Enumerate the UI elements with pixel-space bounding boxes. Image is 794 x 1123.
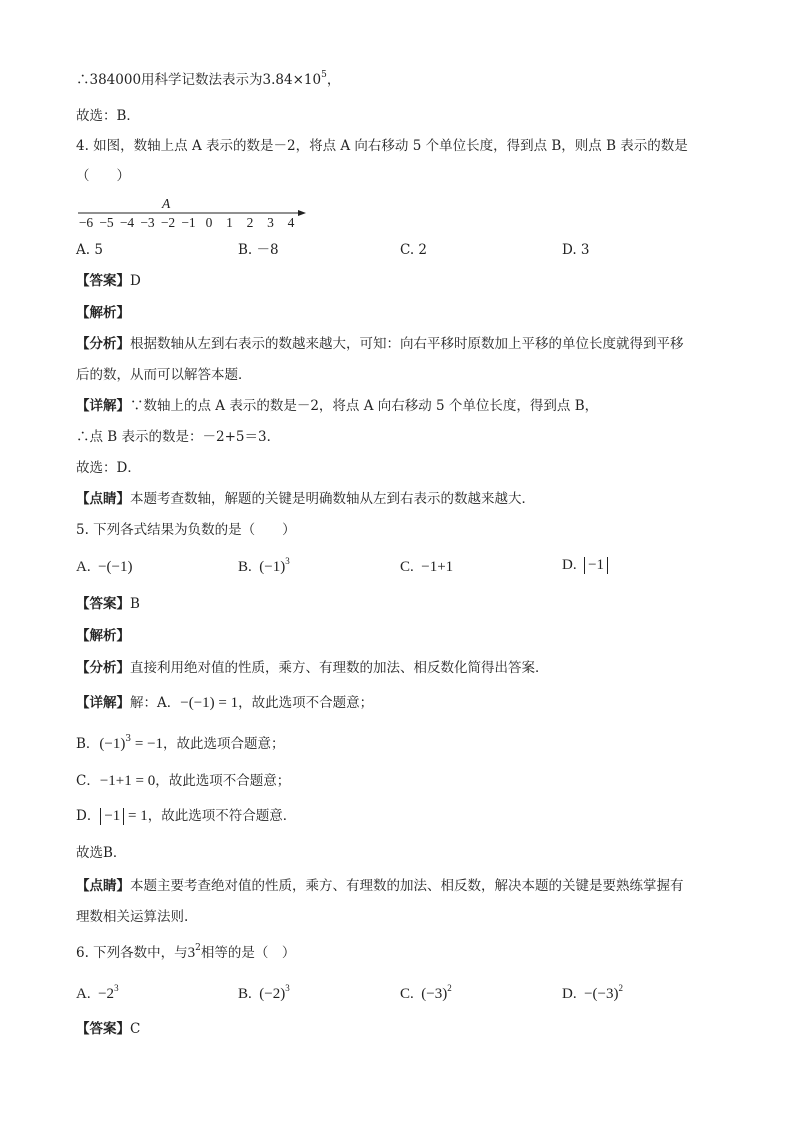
q5-answer: 【答案】B (76, 596, 140, 612)
q4-dianjing: 【点睛】本题考查数轴，解题的关键是明确数轴从左到右表示的数越来越大． (76, 491, 535, 507)
q4-option-c: C. 2 (400, 242, 428, 258)
q6-option-a: A. $-2^3$ (76, 983, 119, 1002)
q5-option-d: D. −1 (562, 556, 608, 574)
number-line-arrow (298, 210, 306, 216)
q5-dianjing-cont: 理数相关运算法则. (76, 909, 189, 925)
tick-label: 2 (246, 215, 254, 230)
q4-fenxi-cont: 后的数，从而可以解答本题． (76, 367, 252, 383)
tick-label: 0 (205, 215, 213, 230)
q6-option-c: C. $(-3)^2$ (400, 983, 452, 1002)
q5-xiangjie-c: C．−1+1 = 0，故此选项不合题意； (76, 773, 291, 789)
q4-analysis-heading: 【解析】 (76, 305, 130, 321)
tick-label: 1 (226, 215, 233, 230)
q5-analysis-heading: 【解析】 (76, 628, 130, 644)
q4-xiangjie-cont: ∴点 B 表示的数是：－2+5＝3． (76, 429, 281, 445)
q3-choose: 故选：B． (76, 108, 140, 124)
tick-label: 4 (287, 215, 295, 230)
q4-option-b: B. －8 (238, 242, 279, 258)
tick-label: −4 (119, 215, 135, 230)
q4-answer: 【答案】D (76, 273, 141, 289)
q6-stem: 6. 下列各数中，与$3^2$相等的是（ ） (76, 943, 296, 961)
q4-stem: 4. 如图，数轴上点 A 表示的数是－2，将点 A 向右移动 5 个单位长度，得到点 B，则点 B 表示的数是 (76, 138, 688, 154)
q5-option-a: A. −(−1) (76, 559, 133, 575)
q4-fenxi: 【分析】根据数轴从左到右表示的数越来越大，可知：向右平移时原数加上平移的单位长度就得到平移 (76, 336, 684, 352)
q5-stem: 5. 下列各式结果为负数的是（ ） (76, 522, 296, 538)
q5-choose: 故选B． (76, 845, 127, 861)
tick-label: −6 (78, 215, 94, 230)
tick-label: 3 (267, 215, 274, 230)
number-line-figure (76, 196, 316, 236)
q5-option-c: C. −1+1 (400, 559, 454, 575)
q5-xiangjie-a: 【详解】解：A．−(−1) = 1，故此选项不合题意； (76, 695, 374, 711)
q5-option-b: B. $(-1)^3$ (238, 556, 290, 575)
q5-xiangjie-d: D． −1 = 1，故此选项不符合题意． (76, 808, 297, 824)
q4-option-a: A. 5 (76, 242, 103, 258)
tick-label: −5 (99, 215, 114, 230)
q6-answer: 【答案】C (76, 1021, 141, 1037)
q5-dianjing: 【点睛】本题主要考查绝对值的性质，乘方、有理数的加法、相反数，解决本题的关键是要熟练掌握有 (76, 878, 684, 894)
q4-option-d: D. 3 (562, 242, 590, 258)
tick-label: −2 (160, 215, 176, 230)
q4-choose: 故选：D． (76, 460, 141, 476)
q4-stem-bracket: （ ） (76, 168, 130, 184)
point-a-label: A (162, 196, 171, 211)
q5-fenxi: 【分析】直接利用绝对值的性质，乘方、有理数的加法、相反数化简得出答案． (76, 660, 549, 676)
q6-option-b: B. $(-2)^3$ (238, 983, 290, 1002)
q4-xiangjie: 【详解】∵数轴上的点 A 表示的数是－2，将点 A 向右移动 5 个单位长度，得到点 B， (76, 398, 599, 414)
q5-xiangjie-b: B．$(-1)^3 = -1$，故此选项合题意； (76, 734, 285, 752)
q3-conclusion: ∴384000用科学记数法表示为$3.84\times 10^5$， (76, 70, 341, 88)
tick-label: −3 (140, 215, 155, 230)
q6-option-d: D. $-(-3)^2$ (562, 983, 624, 1002)
tick-label: −1 (181, 215, 196, 230)
